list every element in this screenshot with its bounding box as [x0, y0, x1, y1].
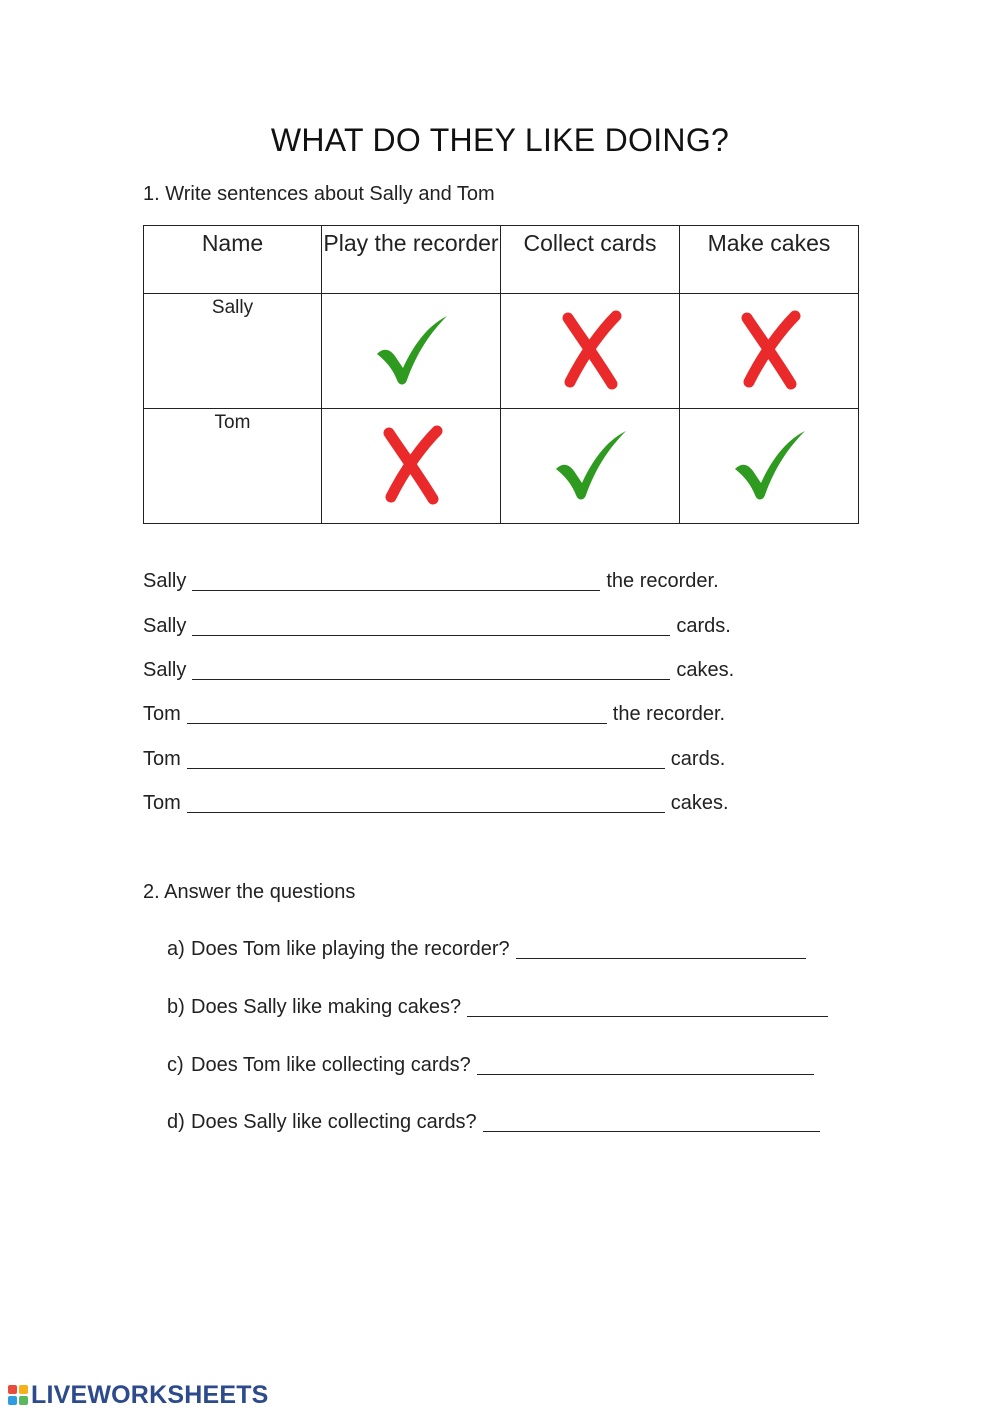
row-name: Tom	[144, 409, 322, 524]
answer-blank[interactable]	[192, 615, 670, 636]
sentence-subject: Tom	[143, 748, 181, 770]
question-line	[167, 1111, 826, 1134]
cell-mark	[322, 294, 501, 409]
question-text: Does Tom like playing the recorder?	[191, 938, 510, 960]
question-line	[167, 996, 834, 1019]
sentence-ending: cards.	[676, 615, 731, 637]
sentence-line	[143, 615, 731, 638]
sentence-ending: cakes.	[670, 792, 729, 814]
cell-mark	[501, 294, 680, 409]
answer-blank[interactable]	[516, 938, 806, 959]
question-letter: d)	[167, 1111, 185, 1133]
sentence-line	[143, 703, 725, 726]
question-line	[167, 1054, 820, 1077]
table-row-tom	[144, 409, 859, 524]
section-2-heading: 2. Answer the questions	[143, 881, 356, 903]
check-mark-icon	[729, 425, 809, 505]
sentence-ending: cakes.	[676, 659, 735, 681]
check-mark-icon	[550, 425, 630, 505]
answer-blank[interactable]	[477, 1054, 814, 1075]
question-line	[167, 938, 812, 961]
answer-blank[interactable]	[192, 570, 600, 591]
cross-mark-icon	[550, 310, 630, 390]
sentence-subject: Sally	[143, 615, 187, 637]
sentence-line	[143, 792, 729, 815]
brand-name: LIVEWORKSHEETS	[31, 1380, 269, 1409]
sentence-line	[143, 570, 719, 593]
logo-tiles-icon	[8, 1385, 28, 1405]
page-title: WHAT DO THEY LIKE DOING?	[270, 122, 730, 158]
answer-blank[interactable]	[467, 996, 828, 1017]
question-text: Does Tom like collecting cards?	[191, 1054, 471, 1076]
sentence-ending: cards.	[670, 748, 726, 770]
section-1-heading: 1. Write sentences about Sally and Tom	[143, 183, 495, 205]
sentence-line	[143, 748, 725, 771]
cell-mark	[322, 409, 501, 524]
table-row-sally	[144, 294, 859, 409]
cross-mark-icon	[729, 310, 809, 390]
answer-blank[interactable]	[483, 1111, 820, 1132]
answer-blank[interactable]	[187, 703, 607, 724]
sentence-subject: Tom	[143, 792, 181, 814]
header-play-recorder: Play the recorder	[322, 226, 501, 294]
header-collect-cards: Collect cards	[501, 226, 680, 294]
sentence-line	[143, 659, 734, 682]
cell-mark	[680, 294, 859, 409]
header-make-cakes: Make cakes	[680, 226, 859, 294]
liveworksheets-logo[interactable]	[8, 1380, 269, 1410]
table-header-row	[144, 226, 859, 294]
cross-mark-icon	[371, 425, 451, 505]
sentence-ending: the recorder.	[612, 703, 726, 725]
sentence-ending: the recorder.	[606, 570, 719, 592]
question-letter: c)	[167, 1054, 184, 1076]
cell-mark	[680, 409, 859, 524]
sentence-subject: Sally	[143, 659, 187, 681]
sentence-subject: Tom	[143, 703, 181, 725]
question-letter: a)	[167, 938, 185, 960]
question-letter: b)	[167, 996, 185, 1018]
answer-blank[interactable]	[187, 748, 665, 769]
sentence-subject: Sally	[143, 570, 187, 592]
answer-blank[interactable]	[192, 659, 670, 680]
answer-blank[interactable]	[187, 792, 665, 813]
question-text: Does Sally like making cakes?	[191, 996, 462, 1018]
cell-mark	[501, 409, 680, 524]
check-mark-icon	[371, 310, 451, 390]
likes-table	[143, 225, 859, 524]
header-name: Name	[144, 226, 322, 294]
row-name: Sally	[144, 294, 322, 409]
question-text: Does Sally like collecting cards?	[191, 1111, 477, 1133]
